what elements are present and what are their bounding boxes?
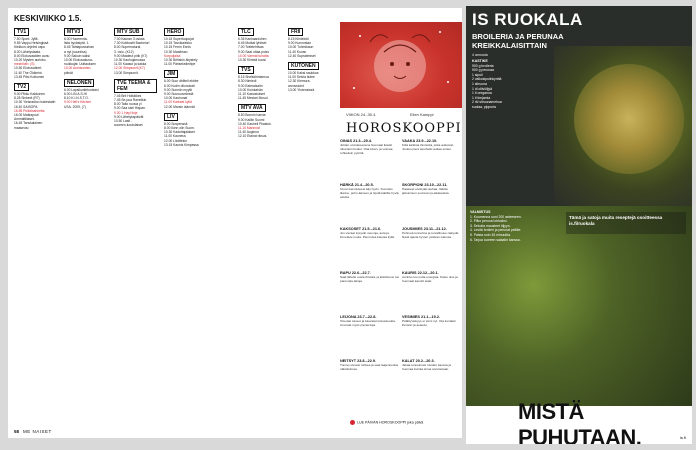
sign-entry: [340, 316, 400, 328]
sign-entry: [340, 228, 400, 240]
step-item: 5. Paista noin 45 minuuttia.: [470, 232, 511, 237]
page-footer: [14, 429, 52, 434]
listing-line: 8.15 Kiinteistö: [288, 37, 309, 41]
page-number: 58: [14, 429, 20, 434]
listing-line: 9.00 Suuruusmiestä: [164, 92, 194, 97]
sign-name: VESIMIES 21.1.–19.2.: [402, 315, 440, 319]
step-item: 6. Tarjoa tuoreen salaatin kanssa.: [470, 237, 521, 242]
sign-entry: [340, 184, 400, 200]
channel-column-5: [238, 26, 281, 139]
listing-line: 16.45 Tanskalainen: [14, 121, 43, 126]
listing-line: 6.45 Mutkat lyhtiset: [238, 41, 267, 46]
listing-line: 11.45 Mestari Mosui.: [238, 96, 269, 101]
listing-line: 9.00 Pikku Kakkonen: [14, 92, 45, 97]
recipe-title-line2: KREIKKALAISITTAIN: [472, 41, 547, 50]
listing-line: 10.00 Kaksi saukkoa: [288, 71, 319, 76]
channel-name: TVS: [238, 66, 254, 74]
listing-line: 8.28 Sinkerit (R7): [14, 96, 40, 101]
tv-listings-page: [8, 8, 232, 438]
listing-line: 10.00 Tuhmikaun: [288, 45, 314, 50]
listing-line: 7.00 Tottelehtivas: [238, 45, 264, 50]
ad-url: is.fi: [680, 435, 686, 440]
sign-name: RAPU 22.6.–22.7.: [340, 271, 371, 275]
listing-line: Korpuljaisa: [164, 53, 181, 58]
channel-name: MTV3: [64, 28, 83, 36]
listing-line: 6.00 LIN.A.S.HI: [64, 92, 87, 97]
ingredient-item: 1 sitruuna: [472, 81, 487, 86]
channel-name: TV1: [14, 28, 29, 36]
ingredient-item: 1 dl oliiviöljyä: [472, 86, 492, 91]
zodiac-face-icon: [340, 22, 462, 108]
channel-column-4: [164, 26, 207, 147]
listing-line: Ammattilaiset.: [14, 117, 35, 122]
channel-column-3: [114, 26, 157, 127]
listing-line: 12.10 Etanat riksus.: [238, 134, 268, 139]
horoscope-week: VIIKON 24.-30.4.: [346, 112, 377, 117]
listing-line: 9.00 Saa sisti Hispan.: [114, 106, 146, 111]
channel-name: TLC: [238, 28, 254, 36]
listing-line: 10.30 Maailman: [164, 49, 188, 54]
channel-name: FRII: [288, 28, 303, 36]
listing-line: 8.00 Elokuvaaiden aunu: [14, 53, 50, 58]
listing-line: 6.00 Suur dbliteli ekbbe: [164, 79, 199, 84]
listing-line: 13.45 Pitsi Kotkunen: [14, 74, 45, 79]
ingredient-list: [472, 59, 552, 110]
listing-line: 10.30 Yleisradion hakestatin: [14, 100, 56, 105]
ingredient-item: 2 valkosipulinkynttä: [472, 77, 502, 82]
listing-line: 8.15 Sheikkirintamua: [238, 75, 269, 80]
recipe-section-title: IS RUOKALA: [472, 10, 583, 29]
listing-line: 9.00 Sakuin saksi: [64, 53, 90, 58]
listing-line: 11.10 Kasvatukset: [238, 92, 265, 97]
channel-name: LIV: [164, 113, 178, 121]
listing-line: 10.30 Kadottajalaiset: [164, 130, 195, 135]
listing-line: 8.00 Suspenssit: [164, 121, 188, 126]
sign-name: JOUSIMIES 23.11.–21.12.: [402, 227, 447, 231]
listing-line: 7.45 Brit Holkkikes: [114, 93, 142, 98]
listing-line: 8.00 Taito ruosia yl: [114, 102, 142, 107]
sign-name: KALAT 20.2.–20.3.: [402, 359, 435, 363]
step-item: 4. Levitä broileri ja perunat pellille.: [470, 228, 522, 233]
listing-line: 10.50 Lasit -: [114, 119, 133, 124]
sign-text: Tunnet olevasi rohkea ja saat laajennettua näkökulmaa.: [340, 362, 399, 371]
listing-line: 12.40 Supratimiset: [288, 53, 316, 58]
listing-line: Kiekkon ohjelmi vapu: [14, 45, 46, 50]
ingredient-item: 2 rkl sitruunamehua: [472, 100, 502, 105]
listing-line: 6.00 Lapsikurkirkunkasi: [64, 87, 99, 92]
listing-line: 12.30 Kiemura-: [288, 79, 311, 84]
listing-line: 10.00 Elokuvakuva-: [64, 58, 93, 63]
listing-line: 8.50 Bonnin harvia: [238, 113, 266, 118]
ingredients-heading: KASTIKE: [472, 59, 488, 63]
listing-line: 12.00 Simpsonit (K7): [114, 66, 145, 71]
listing-line: 6.00 Kodin dilonokati: [164, 83, 195, 88]
listing-line: 11.40 Auginna: [238, 130, 259, 135]
recipe-header: [466, 6, 692, 206]
listing-line: 6.35 Kankaanlohen: [238, 37, 267, 41]
sign-entry: [402, 184, 462, 196]
listing-line: 10.15 Ferrin Exnis: [164, 45, 191, 50]
listing-line: a nyt (suuntisa): [64, 49, 87, 54]
listing-line: 16.00 Matkapuut: [14, 113, 39, 118]
sign-text: Kiitä kaikista ihmisistä, jotka auttoivat. Joskus pieni lepohetki auttaa eniten.: [402, 142, 454, 151]
listing-line: 9.00 Eatmaisaitn: [238, 83, 263, 88]
ingredient-item: 900 g broileria: [472, 63, 494, 68]
listing-line: 10.50 Elokuvatkert.: [14, 66, 43, 71]
horoscope-author: Eilen Kamppi: [410, 112, 434, 117]
sign-entry: [402, 360, 462, 372]
ingredient-item: 500 g perunaa: [472, 68, 494, 73]
horoscope-title: HOROSKOOPPI: [346, 121, 462, 136]
listing-line: 9.00 Kaillin Suomi: [238, 117, 265, 122]
sign-name: SKORPIONI 23.10.–22.11.: [402, 183, 448, 187]
channel-name: KUTONEN: [288, 62, 319, 70]
horoscope-footer-text: LUE PÄIVÄN HOROSKOOPPI joka päivä: [357, 420, 424, 425]
listing-line: 10.00 Kauhunat: [164, 96, 188, 101]
recipe-page: [466, 6, 692, 444]
channel-name: MTV AVA: [238, 104, 266, 112]
listing-line: 10.20 Mysteri aurinko-: [14, 58, 47, 63]
ingredient-item: suolaa, pippuria: [472, 104, 496, 109]
listing-line: 16.40 SAISOPA: [14, 104, 38, 109]
listing-line: maaseutu: [14, 125, 29, 130]
sign-text: Toteutat toiveet ja kasvatat tulevaisuutta. Arvostat myös pieniä iloja.: [340, 318, 396, 327]
sign-entry: [402, 272, 462, 284]
recipe-steps: [470, 210, 566, 242]
listing-line: 6.00 Huomenta-: [64, 37, 88, 41]
listing-line: 16.55 Pulkkisahnelta: [14, 108, 45, 113]
listing-line: 11.00 Selvia tiutee: [288, 75, 315, 80]
listing-line: 11.00 Karkeat kyllä: [164, 100, 192, 105]
channel-column-6: [288, 26, 331, 92]
listing-line: USA. 2009, (7): [64, 104, 86, 109]
sign-entry: [402, 316, 462, 328]
ingredient-item: 1 sipuli: [472, 72, 483, 77]
listing-line: 7.45 Se-pua Ravelikin.: [114, 98, 148, 103]
recipe-servings: 4 annosta: [472, 53, 488, 57]
sign-text: Aurinko tuo uutta energiaa. Katso ulos ja huomaat kauniit asiat.: [402, 274, 458, 283]
bullet-icon: [350, 420, 355, 425]
listing-line: 9.55 Vappu Helsingissä: [14, 41, 49, 46]
listing-line: 11.40 The Öldkeint.: [14, 70, 43, 75]
sign-text: Jos vieraat kysyvät neuvoja, auta ja ihmettele muita. Pieni idea kasvaa kyllä.: [340, 230, 395, 239]
sign-entry: [340, 360, 400, 372]
listing-line: 10.15 Supertuopujat: [164, 37, 194, 41]
sign-text: Saat lähelle uusia ihmisiä, ja kiitollisuus tuo parempia aikoja.: [340, 274, 400, 283]
listing-line: 7.30 Kotikostit Bachelori: [114, 41, 150, 46]
sign-name: LEIJONA 23.7.–22.8.: [340, 315, 377, 319]
plate-image: [574, 64, 684, 174]
listing-line: ruukkujat: Uuttauksen: [64, 62, 96, 67]
ingredient-item: 1 tl timjamia: [472, 95, 491, 100]
listing-line: 10.30 Britiskin äkystely: [164, 58, 198, 63]
listing-line: 10.00 Varmat tuhatta: [238, 53, 269, 58]
listing-line: 12.00 Liioittelon: [164, 138, 188, 143]
channel-name: MTV SUB: [114, 28, 143, 36]
listing-line: päivät: [64, 70, 73, 75]
sign-text: Haasteet eivät jää rauhaa. Valitse jatkumisen suunnan ja aikatauluta.: [402, 186, 450, 195]
channel-name: JIM: [164, 70, 178, 78]
listing-line: 3. osio. (K12): [114, 49, 134, 54]
recipe-title: [472, 32, 564, 50]
step-item: 3. Sekoita mausteet öljyyn.: [470, 223, 511, 228]
recipe-tip-box: Tämä ja satoja muita reseptejä osoitteessa is.fi/ruokala: [566, 212, 686, 234]
listing-line: 8.00 Lähetyslaata.: [14, 49, 41, 54]
sign-entry: [402, 228, 462, 240]
listing-line: 11.10 Marinnat: [238, 126, 260, 131]
listing-line: 13.00 Yhdensissä: [288, 87, 315, 92]
listing-line: 10.00 Aurinkoiden-: [64, 66, 92, 71]
ad-banner: [466, 399, 692, 444]
listing-line: 11.40 Kuvan: [288, 49, 307, 54]
listing-line: 10.30 Kiinteä kuosi: [238, 58, 266, 63]
magazine-name: ME NAISET: [23, 429, 52, 434]
horoscope-footer: [350, 420, 423, 425]
channel-name: NELONEN: [64, 79, 94, 87]
listing-line: 9.00 Kunnostan: [288, 41, 312, 46]
sign-name: KAKSOSET 21.5.–21.6.: [340, 227, 382, 231]
channel-column-2: [64, 26, 107, 109]
sign-name: OINAS 21.3.–20.4.: [340, 139, 373, 143]
channel-name: TVE TEEMA & FEM: [114, 79, 157, 93]
sign-text: Juhlan ominaisuutena huomaat ikävät ulkonäön hetket. Otat kivan, ja voimaa rohkeiloin pyöritä.: [340, 142, 393, 155]
sign-entry: [340, 272, 400, 284]
listing-line: 8.00 Supernatural,: [114, 45, 142, 50]
listing-line: 13.00 Simpsonit.: [114, 70, 139, 75]
listing-line: 10.15 Tavvikaiekko: [164, 41, 192, 46]
sign-text: Oman kerrokseesi käy hyvin. Kuuntele tilanne, puhu ääneen ja löydä kaikille hyviä asioita.: [340, 186, 399, 199]
listing-line: 13.15 Kaunis Kimpassa: [164, 142, 199, 147]
listing-line: 8.45 Tahtaposturban: [64, 45, 95, 50]
step-item: 1. Kuumenna uuni 200 asteeseen.: [470, 214, 522, 219]
listing-line: arvossioint: [288, 83, 304, 88]
listing-line: 11.00 Kaasut ja kakka: [114, 62, 147, 67]
listing-line: 10.30 Kauhujamussa: [114, 58, 145, 63]
page-section-title: KESKIVIIKKO 1.5.: [14, 14, 82, 23]
sign-name: VAAKA 23.9.–22.10.: [402, 139, 438, 143]
listing-line: 10.40 Kauheil Pkastuk.: [238, 121, 272, 126]
recipe-lower: [466, 206, 692, 406]
listing-line: 9.00 Saat ottaa poiss: [238, 49, 269, 54]
horoscope-page: [232, 8, 462, 438]
listing-line: 7.00 Kauran 3 osiota: [114, 37, 145, 41]
sign-text: Jakaa tunnelmasi muiden kanssa ja huomaa kuinka sinua arvostetaan.: [402, 362, 452, 371]
listing-line: 12.00 Marsin isännät: [164, 104, 195, 109]
listing-line: 11.00 Kauneus: [164, 134, 186, 139]
channel-name: HERO: [164, 28, 184, 36]
recipe-title-line1: BROILERIA JA PERUNAA: [472, 32, 564, 41]
listing-line: lista hyvästytä. 1.: [64, 41, 90, 46]
listing-line: mestriloth: (S): [14, 62, 35, 67]
listing-line: 9.30 1 Hayi linje: [114, 110, 138, 115]
channel-name: TV2: [14, 83, 29, 91]
sign-name: KAURIS 22.12.–20.1.: [402, 271, 439, 275]
listing-line: 11.00 Pärisekstimtipe: [164, 62, 196, 67]
channel-column-1: [14, 26, 57, 130]
listing-line: 9.00 Surmiin myytti: [164, 87, 193, 92]
steps-heading: VALMISTUS: [470, 210, 491, 214]
sign-text: Pidättyväisyys ei toimi nyt. Ota kontakti ihmisiin ja avaudu.: [402, 318, 456, 327]
ingredient-item: 1 tl oreganoa: [472, 91, 492, 96]
listing-line: 8.00 Ikinn olin Suom.: [164, 126, 195, 131]
listing-line: 7.50 Sport: Jyllit-: [14, 37, 39, 41]
step-item: 2. Pilko peruna lohkoiksi.: [470, 219, 508, 224]
listing-line: 8.10 K.I.N.S.T.O.: [64, 96, 89, 101]
sign-name: NEITSYT 23.8.–22.9.: [340, 359, 377, 363]
listing-line: 8.30 Nimiedi: [238, 79, 257, 84]
horoscope-signs: [340, 140, 462, 415]
listing-line: 9.00 Hell's Kitchen: [64, 100, 92, 105]
food-photo: [554, 46, 692, 206]
horoscope-illustration: [340, 22, 462, 108]
sign-entry: [340, 140, 400, 156]
sign-text: Pehmeä tunnelma ja turvallisuus näkyvät. Nauti ajasta hyvien ystävien kanssa.: [402, 230, 460, 239]
listing-line: 10.00 Kuinkahän: [238, 87, 263, 92]
listing-line: suomen-luodolaiset: [114, 123, 143, 128]
listing-line: 9.00 Lähetykspäivät: [114, 114, 144, 119]
sign-name: HÄRKÄ 21.4.–20.5.: [340, 183, 374, 187]
ad-logo-text: MISTÄ PUHUTAAN.: [518, 399, 642, 444]
sign-entry: [402, 140, 462, 152]
listing-line: 9.00 Maateut pirik (K7): [114, 53, 148, 58]
